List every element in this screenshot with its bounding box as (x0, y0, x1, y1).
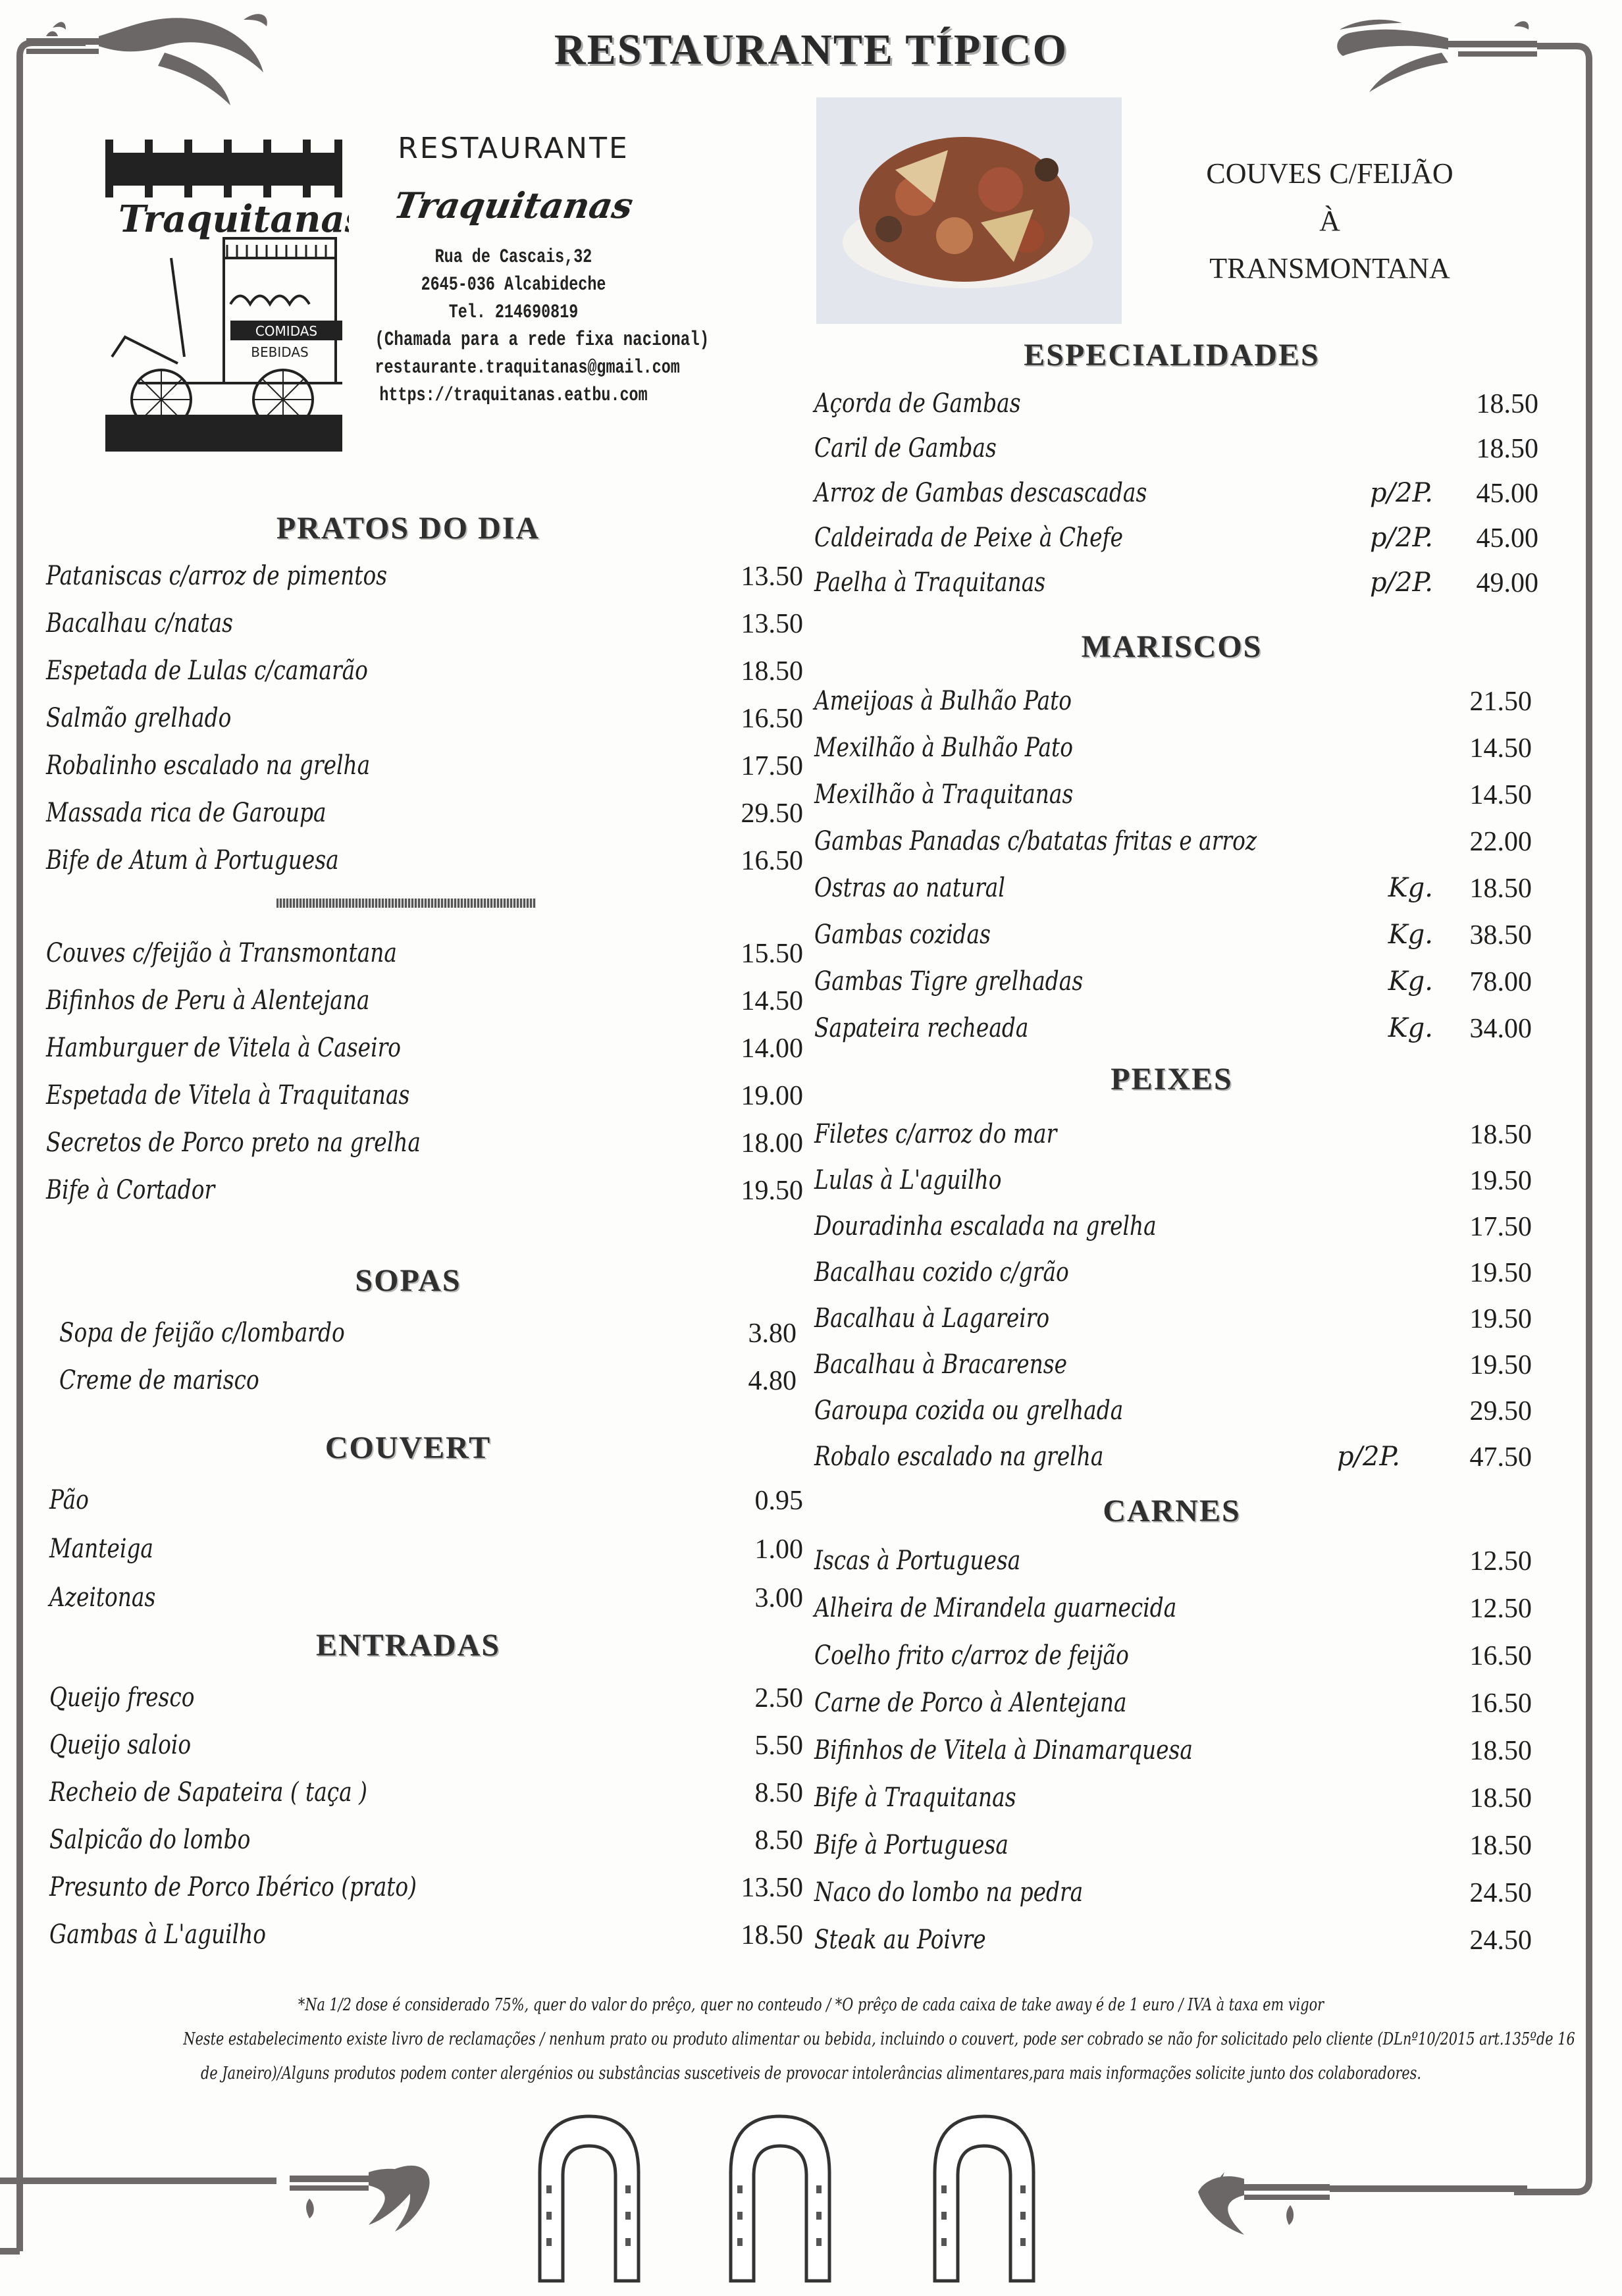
note-line-1: *Na 1/2 dose é considerado 75%, quer do valor do prêço, quer no conteudo / *O prêço de cada caixa de take away é de 1 euro / IVA à taxa em vigor (298, 1995, 1324, 2015)
menu-item-name: Carne de Porco à Alentejana (814, 1688, 1127, 1718)
menu-item-price: 16.50 (1469, 1688, 1532, 1719)
menu-item-price: 17.50 (741, 751, 803, 781)
section-title-couvert: COUVERT (325, 1430, 492, 1465)
menu-item-name: Mexilhão à Bulhão Pato (814, 733, 1073, 763)
website-link[interactable]: https://traquitanas.eatbu.com (379, 384, 648, 407)
menu-item-price: 17.50 (1469, 1212, 1532, 1242)
logo-sign-top: COMIDAS (255, 323, 318, 339)
menu-item-name: Ostras ao natural (814, 873, 1005, 903)
menu-item-name: Alheira de Mirandela guarnecida (814, 1593, 1177, 1623)
menu-item-name: Açorda de Gambas (814, 388, 1021, 419)
menu-item-price: 13.50 (741, 1873, 803, 1903)
contact-block (336, 244, 710, 409)
menu-item (814, 1735, 1538, 1775)
menu-item-name: Recheio de Sapateira ( taça ) (49, 1777, 367, 1808)
menu-item (814, 1925, 1538, 1964)
address-line-2: 2645-036 Alcabideche (421, 274, 606, 296)
menu-item-price: 18.50 (741, 1920, 803, 1950)
menu-item-price: 4.80 (748, 1366, 797, 1396)
menu-item (46, 1080, 803, 1120)
menu-item-name: Massada rica de Garoupa (46, 798, 327, 828)
footer-notes (26, 1988, 1596, 2091)
menu-item (814, 966, 1538, 1006)
menu-item (814, 733, 1538, 772)
menu-item-name: Sopa de feijão c/lombardo (59, 1318, 345, 1348)
menu-item (814, 826, 1538, 866)
menu-item-price: 24.50 (1469, 1925, 1532, 1956)
dish-photo (816, 97, 1122, 324)
menu-item (59, 1365, 797, 1405)
menu-item-price: 16.50 (741, 846, 803, 876)
horseshoe-icon-3 (935, 2116, 1033, 2281)
restaurant-name: Traquitanas (390, 184, 637, 226)
menu-item-name: Espetada de Lulas c/camarão (46, 656, 368, 686)
menu-item (814, 1442, 1538, 1481)
menu-item-price: 49.00 (1476, 568, 1538, 598)
menu-item-name: Filetes c/arroz do mar (814, 1119, 1057, 1149)
menu-item-price: 2.50 (754, 1683, 803, 1713)
menu-item (49, 1485, 803, 1525)
menu-item-price: 16.50 (1469, 1641, 1532, 1671)
menu-item (46, 798, 803, 837)
section-title-carnes: CARNES (1103, 1494, 1241, 1528)
menu-item-name: Queijo fresco (49, 1683, 195, 1713)
menu-item-price: 18.50 (741, 656, 803, 687)
menu-item-name: Naco do lombo na pedra (814, 1877, 1084, 1908)
menu-item-name: Arroz de Gambas descascadas (814, 478, 1147, 508)
menu-item (46, 656, 803, 695)
horseshoe-icon-2 (731, 2116, 829, 2281)
menu-item (814, 1349, 1538, 1389)
menu-item-name: Gambas cozidas (814, 920, 991, 950)
menu-item (46, 845, 803, 885)
menu-item (49, 1825, 803, 1864)
menu-item-price: 18.00 (741, 1128, 803, 1159)
section-title-pratos-do-dia: PRATOS DO DIA (276, 511, 540, 546)
menu-item (814, 433, 1538, 473)
menu-item-name: Iscas à Portuguesa (814, 1546, 1021, 1576)
menu-item (814, 779, 1538, 819)
menu-item-price: 3.00 (754, 1583, 803, 1613)
menu-item-name: Steak au Poivre (814, 1925, 986, 1955)
horseshoe-icon-1 (540, 2116, 639, 2281)
menu-item (814, 478, 1538, 517)
menu-item-price: 18.50 (1469, 1736, 1532, 1766)
menu-item-price: 18.50 (1469, 1783, 1532, 1813)
menu-item-name: Couves c/feijão à Transmontana (46, 938, 397, 968)
menu-item-name: Mexilhão à Traquitanas (814, 779, 1074, 810)
menu-item-name: Bacalhau c/natas (46, 608, 233, 639)
menu-item-name: Bacalhau cozido c/grão (814, 1257, 1069, 1288)
menu-item-name: Presunto de Porco Ibérico (prato) (49, 1872, 417, 1902)
logo-sign-bottom: BEBIDAS (251, 344, 309, 360)
menu-item-price: 38.50 (1469, 920, 1532, 951)
menu-item (814, 1593, 1538, 1632)
menu-item (46, 608, 803, 648)
menu-item-price: 45.00 (1476, 523, 1538, 554)
menu-item (814, 523, 1538, 562)
menu-item (49, 1730, 803, 1769)
menu-item-price: 19.50 (1469, 1304, 1532, 1334)
menu-item-name: Hamburguer de Vitela à Caseiro (46, 1033, 401, 1063)
menu-item-price: 34.00 (1469, 1014, 1532, 1044)
featured-line-3: TRANSMONTANA (1209, 252, 1450, 284)
menu-item (814, 1211, 1538, 1251)
menu-item-price: 19.50 (1469, 1350, 1532, 1380)
menu-item (814, 388, 1538, 428)
menu-item-unit: p/2P. (1336, 1442, 1400, 1472)
menu-item (49, 1683, 803, 1722)
menu-item-name: Bife de Atum à Portuguesa (46, 845, 339, 875)
menu-item-price: 19.50 (1469, 1258, 1532, 1288)
menu-item (814, 1396, 1538, 1435)
menu-item-name: Manteiga (49, 1534, 153, 1564)
menu-item (814, 1546, 1538, 1585)
menu-item (814, 1783, 1538, 1822)
menu-item-name: Bife à Portuguesa (814, 1830, 1008, 1860)
menu-item (814, 920, 1538, 959)
menu-item-price: 19.50 (1469, 1166, 1532, 1196)
menu-item-name: Robalo escalado na grelha (814, 1442, 1104, 1472)
menu-item (46, 985, 803, 1025)
menu-item-name: Sapateira recheada (814, 1013, 1029, 1043)
menu-item (46, 561, 803, 600)
menu-item-name: Bife à Traquitanas (814, 1783, 1016, 1813)
menu-item-name: Gambas à L'aguilho (49, 1919, 266, 1950)
menu-item-name: Caril de Gambas (814, 433, 997, 463)
menu-item-price: 24.50 (1469, 1878, 1532, 1908)
menu-item (46, 1175, 803, 1214)
menu-item-name: Caldeirada de Peixe à Chefe (814, 523, 1124, 553)
menu-item (814, 1257, 1538, 1297)
menu-item-price: 19.00 (741, 1081, 803, 1111)
email-link[interactable]: restaurante.traquitanas@gmail.com (375, 357, 680, 379)
menu-item-unit: Kg. (1388, 1013, 1433, 1043)
address-line-1: Rua de Cascais,32 (434, 246, 592, 269)
menu-item-price: 78.00 (1469, 967, 1532, 997)
menu-item-name: Salpicão do lombo (49, 1825, 251, 1855)
menu-item-price: 19.50 (741, 1176, 803, 1206)
menu-item-price: 15.50 (741, 939, 803, 969)
menu-item-price: 1.00 (754, 1534, 803, 1565)
menu-item-price: 13.50 (741, 609, 803, 639)
menu-item (46, 1033, 803, 1072)
menu-item-name: Garoupa cozida ou grelhada (814, 1396, 1124, 1426)
menu-item (814, 1013, 1538, 1053)
menu-item (46, 1128, 803, 1167)
menu-item-price: 45.00 (1476, 479, 1538, 509)
menu-item-price: 22.00 (1469, 827, 1532, 857)
phone: Tel. 214690819 (448, 301, 579, 324)
section-title-especialidades: ESPECIALIDADES (1024, 338, 1320, 373)
menu-item-name: Gambas Tigre grelhadas (814, 966, 1084, 997)
menu-item (814, 1303, 1538, 1343)
menu-item-price: 12.50 (1469, 1546, 1532, 1577)
section-title-mariscos: MARISCOS (1081, 629, 1263, 664)
menu-item (814, 1640, 1538, 1680)
menu-item-name: Douradinha escalada na grelha (814, 1211, 1157, 1241)
restaurant-logo (99, 140, 349, 456)
menu-item-price: 14.50 (741, 986, 803, 1016)
menu-item (46, 750, 803, 790)
menu-item-price: 16.50 (741, 704, 803, 734)
menu-item-price: 47.50 (1469, 1442, 1532, 1473)
menu-item-name: Ameijoas à Bulhão Pato (814, 686, 1072, 716)
horseshoes (540, 2116, 1033, 2281)
menu-item (49, 1919, 803, 1959)
menu-item-unit: Kg. (1388, 966, 1433, 997)
section-title-peixes: PEIXES (1111, 1062, 1233, 1097)
menu-item (814, 1688, 1538, 1727)
menu-item-name: Bifinhos de Vitela à Dinamarquesa (814, 1735, 1193, 1765)
menu-item (814, 567, 1538, 607)
menu-item (49, 1582, 803, 1622)
ornament-bottom-right (1198, 2172, 1527, 2235)
menu-item-unit: p/2P. (1369, 567, 1433, 598)
menu-item-name: Pão (49, 1485, 89, 1515)
menu-item-price: 21.50 (1469, 687, 1532, 717)
note-line-3: de Janeiro)/Alguns produtos podem conter alergénios ou substâncias suscetiveis de provocar intolerâncias alimentares,para mais informações solicite junto dos colaboradores. (201, 2064, 1421, 2083)
menu-item (46, 703, 803, 743)
menu-item (49, 1872, 803, 1912)
menu-item-price: 18.50 (1476, 434, 1538, 464)
menu-item-name: Pataniscas c/arroz de pimentos (46, 561, 388, 591)
featured-dish (1145, 150, 1514, 292)
menu-item-price: 18.50 (1469, 874, 1532, 904)
menu-item-name: Gambas Panadas c/batatas fritas e arroz (814, 826, 1257, 856)
menu-item (814, 1830, 1538, 1869)
menu-item-name: Creme de marisco (59, 1365, 259, 1396)
menu-item-price: 5.50 (754, 1731, 803, 1761)
menu-item (814, 1165, 1538, 1205)
menu-item-name: Salmão grelhado (46, 703, 232, 733)
section-title-entradas: ENTRADAS (315, 1628, 501, 1663)
menu-item-price: 3.80 (748, 1318, 797, 1349)
phone-note: (Chamada para a rede fixa nacional) (375, 328, 710, 352)
menu-item-price: 13.50 (741, 561, 803, 592)
section-divider (276, 899, 536, 908)
restaurant-label: RESTAURANTE (398, 132, 629, 165)
menu-item-price: 0.95 (754, 1486, 803, 1516)
logo-script: Traquitanas (118, 197, 349, 241)
section-title-sopas: SOPAS (355, 1263, 461, 1298)
menu-item-price: 18.50 (1476, 389, 1538, 419)
ornament-bottom-left (290, 2166, 430, 2231)
menu-item-price: 18.50 (1469, 1831, 1532, 1861)
menu-item-unit: p/2P. (1369, 478, 1433, 508)
menu-item-name: Coelho frito c/arroz de feijão (814, 1640, 1129, 1671)
menu-item (49, 1777, 803, 1817)
note-line-2: Neste estabelecimento existe livro de reclamações / nenhum prato ou produto alimentar ou bebida, incluindo o couvert, pode ser cobrado se não for solicitado pelo cliente (DLnº10/2015 art.135ºde 16 (183, 2029, 1575, 2049)
menu-item-price: 29.50 (741, 798, 803, 829)
menu-item-price: 14.50 (1469, 780, 1532, 810)
menu-item-unit: Kg. (1388, 920, 1433, 950)
menu-item-name: Queijo saloio (49, 1730, 192, 1760)
menu-item-price: 8.50 (754, 1825, 803, 1856)
menu-item-price: 12.50 (1469, 1594, 1532, 1624)
menu-item-name: Secretos de Porco preto na grelha (46, 1128, 421, 1158)
menu-item-price: 14.50 (1469, 733, 1532, 764)
featured-line-2: À (1319, 205, 1340, 237)
menu-item-name: Bife à Cortador (46, 1175, 215, 1205)
menu-item-price: 18.50 (1469, 1120, 1532, 1150)
menu-item (814, 873, 1538, 912)
menu-item (59, 1318, 797, 1357)
menu-item-name: Bacalhau à Lagareiro (814, 1303, 1050, 1334)
menu-item (814, 1119, 1538, 1159)
featured-line-1: COUVES C/FEIJÃO (1206, 157, 1453, 190)
menu-item (814, 1877, 1538, 1917)
menu-item (46, 938, 803, 978)
menu-item-price: 8.50 (754, 1778, 803, 1808)
menu-item-name: Lulas à L'aguilho (814, 1165, 1002, 1195)
menu-item-name: Azeitonas (49, 1582, 156, 1613)
menu-item-unit: p/2P. (1369, 523, 1433, 553)
menu-item-name: Paelha à Traquitanas (814, 567, 1046, 598)
menu-item-unit: Kg. (1388, 873, 1433, 903)
menu-item-name: Espetada de Vitela à Traquitanas (46, 1080, 410, 1110)
menu-item-name: Bifinhos de Peru à Alentejana (46, 985, 370, 1016)
menu-item-price: 29.50 (1469, 1396, 1532, 1426)
menu-item-name: Bacalhau à Bracarense (814, 1349, 1068, 1380)
menu-item-price: 14.00 (741, 1033, 803, 1064)
menu-item (49, 1534, 803, 1573)
page-title: RESTAURANTE TÍPICO (554, 26, 1068, 74)
menu-item-name: Robalinho escalado na grelha (46, 750, 371, 781)
menu-item (814, 686, 1538, 725)
